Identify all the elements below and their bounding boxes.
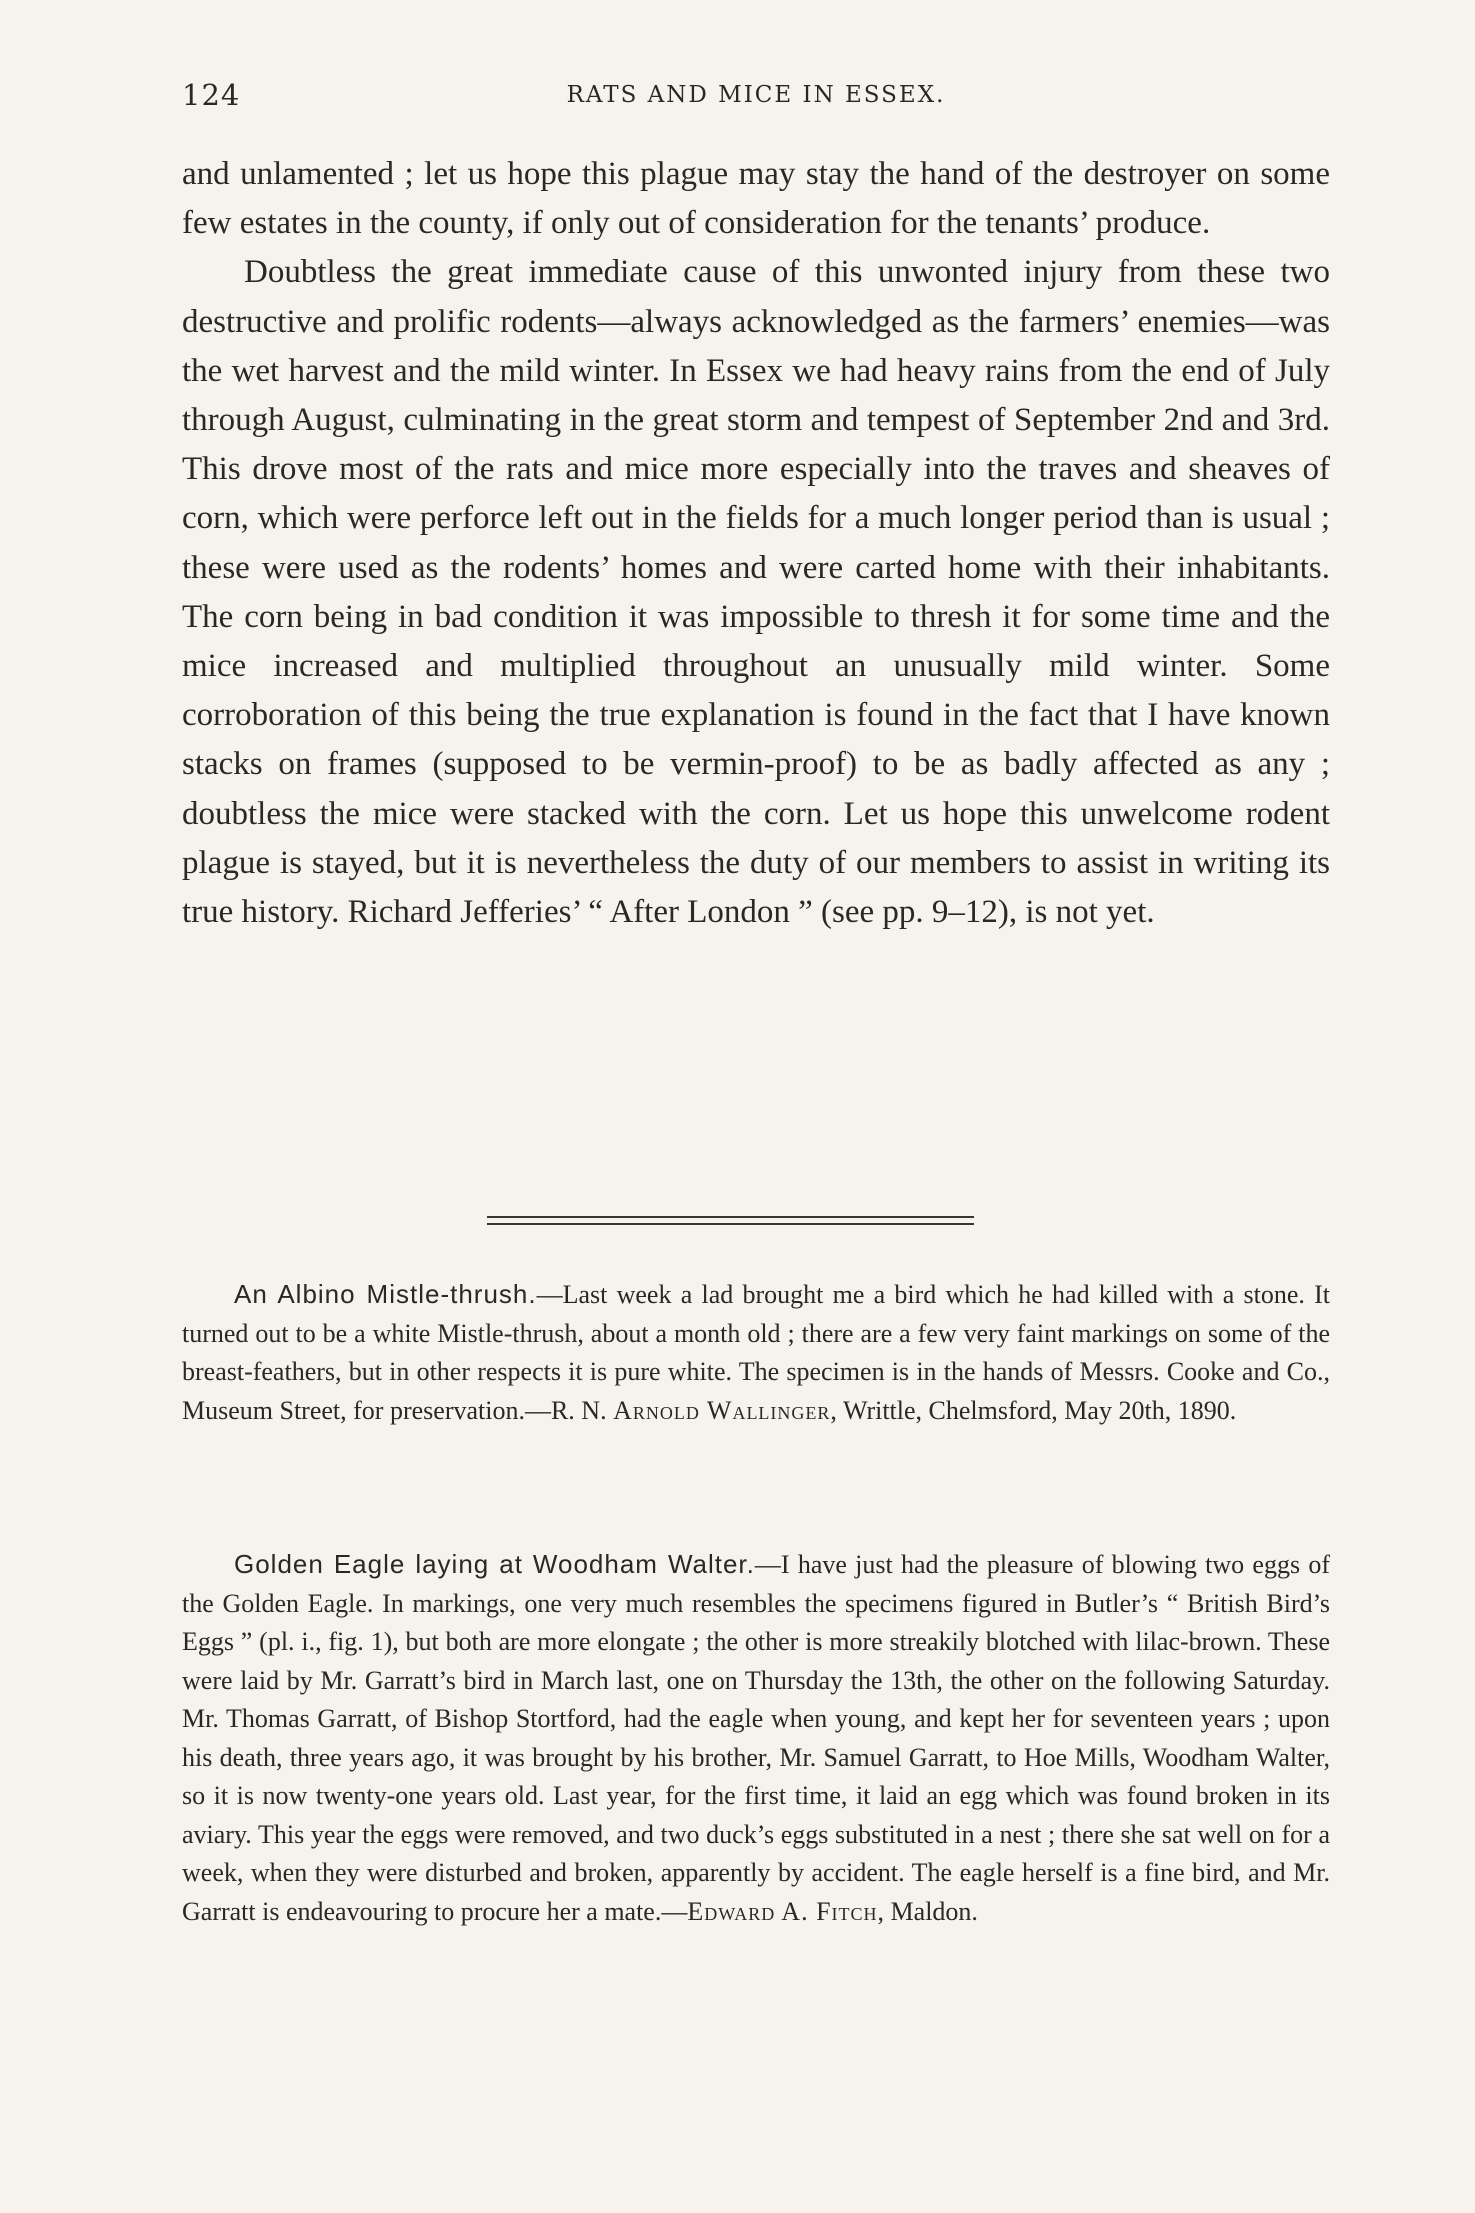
note-golden-eagle [182,1545,1330,1931]
note-paragraph [182,1545,1330,1931]
section-divider [487,1216,974,1226]
page-number: 124 [182,78,241,112]
note-signoff: , Maldon. [877,1896,978,1926]
note-signoff: , Writtle, Chelmsford, May 20th, 1890. [830,1395,1237,1425]
note-body: —Last week a lad brought me a bird which he had killed with a stone. It turned out to be a white Mistle-thrush, about a month old ; there are a few very faint markings on some of the breast-feathers, but in other respects it is pure white. The specimen is in the hands of Messrs. Cooke and Co., Museum Street, for preservation.—R. N. [182,1280,1330,1425]
note-albino-mistle-thrush [182,1275,1330,1430]
paragraph-continued: and unlamented ; let us hope this plague may stay the hand of the destroyer on some few estates in the county, if only out of consideration for the tenants’ produce. [182,156,1330,242]
running-title: RATS AND MICE IN ESSEX. [566,82,946,108]
note-paragraph [182,1275,1330,1430]
note-title: Golden Eagle laying at Woodham Walter. [234,1549,755,1579]
running-head [182,78,1330,118]
article-body [182,150,1330,937]
note-body: —I have just had the pleasure of blowing two eggs of the Golden Eagle. In markings, one very much resembles the specimens figured in Butler’s “ British Bird’s Eggs ” (pl. i., fig. 1), but both are more elongate ; the other is more streakily blotched with lilac-brown. These were laid by Mr. Garratt’s bird in March last, one on Thursday the 13th, the other on the following Saturday. Mr. Thomas Garratt, of Bishop Stortford, had the eagle when young, and kept her for seventeen years ; upon his death, three years ago, it was brought by his brother, Mr. Samuel Garratt, to Hoe Mills, Woodham Walter, so it is now twenty-one years old. Last year, for the first time, it laid an egg which was found broken in its aviary. This year the eggs were removed, and two duck’s eggs substituted in a nest ; there she sat well on for a week, when they were disturbed and broken, apparently by accident. The eagle herself is a fine bird, and Mr. Garratt is endeavouring to procure her a mate.— [182,1550,1330,1926]
note-title: An Albino Mistle-thrush. [234,1279,537,1309]
divider-rule-top [487,1216,974,1218]
paragraph: Doubtless the great immediate cause of this unwonted injury from these two destructive and prolific rodents—always acknowledged as the farmers’ enemies—was the wet harvest and the mild winter. In Essex we had heavy rains from the end of July through August, culminating in the great storm and tempest of September 2nd and 3rd. This drove most of the rats and mice more especially into the traves and sheaves of corn, which were perforce left out in the fields for a much longer period than is usual ; these were used as the rodents’ homes and were carted home with their inhabitants. The corn being in bad condition it was impossible to thresh it for some time and the mice increased and multiplied throughout an unusually mild winter. Some corroboration of this being the true explanation is found in the fact that I have known stacks on frames (supposed to be vermin-proof) to be as badly affected as any ; doubtless the mice were stacked with the corn. Let us hope this unwelcome rodent plague is stayed, but it is nevertheless the duty of our members to assist in writing its true history. Richard Jefferies’ “ After London ” (see pp. 9–12), is not yet. [182,254,1330,931]
note-author: Arnold Wallinger [613,1395,831,1425]
note-author: Edward A. Fitch [687,1896,878,1926]
divider-rule-bottom [487,1223,974,1225]
